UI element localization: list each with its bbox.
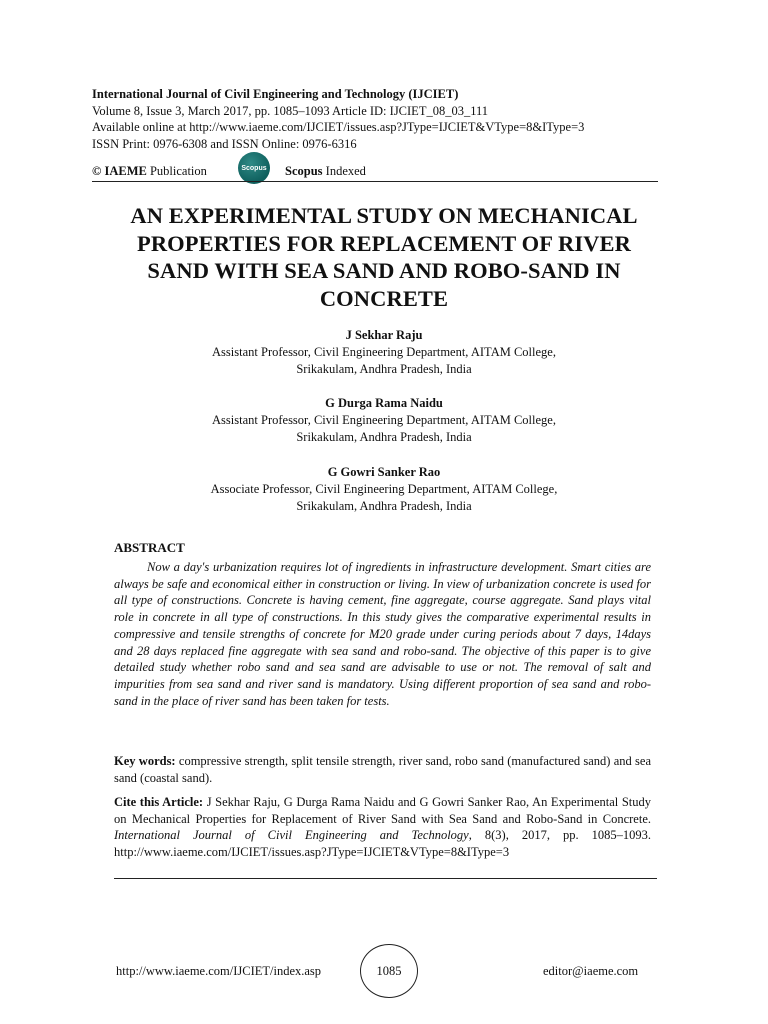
author-affiliation: Associate Professor, Civil Engineering Department, AITAM College, bbox=[210, 482, 558, 496]
author-affiliation: Assistant Professor, Civil Engineering Department, AITAM College, bbox=[212, 413, 556, 427]
title-line: PROPERTIES FOR REPLACEMENT OF RIVER bbox=[136, 230, 631, 256]
author-name: J Sekhar Raju bbox=[345, 328, 423, 342]
cite-url[interactable]: http://www.iaeme.com/IJCIET/issues.asp?JType=IJCIET&VType=8&IType=3 bbox=[114, 845, 510, 860]
publisher-name: IAEME bbox=[104, 164, 147, 178]
cite-label: Cite this Article: bbox=[114, 795, 204, 809]
scopus-badge-text: Scopus bbox=[241, 164, 267, 172]
cite-journal: International Journal of Civil Engineering and Technology bbox=[114, 828, 469, 843]
keywords-text: compressive strength, split tensile strength, river sand, robo sand (manufactured sand) and sea sand (coastal sand). bbox=[114, 754, 652, 785]
author-location: Srikakulam, Andhra Pradesh, India bbox=[296, 430, 472, 444]
page-number-circle bbox=[360, 944, 418, 998]
indexed-line bbox=[285, 164, 366, 179]
author-location: Srikakulam, Andhra Pradesh, India bbox=[296, 499, 472, 513]
availability-info[interactable]: Available online at http://www.iaeme.com/IJCIET/issues.asp?JType=IJCIET&VType=8&IType=3 bbox=[92, 120, 585, 134]
indexed-label: Indexed bbox=[325, 164, 366, 178]
author-block bbox=[92, 395, 676, 446]
footer-url-link[interactable]: http://www.iaeme.com/IJCIET/index.asp bbox=[116, 964, 322, 978]
copyright-symbol: © bbox=[92, 164, 102, 178]
author-location: Srikakulam, Andhra Pradesh, India bbox=[296, 362, 472, 376]
title-line: CONCRETE bbox=[319, 285, 449, 311]
author-block bbox=[92, 327, 676, 378]
author-affiliation: Assistant Professor, Civil Engineering Department, AITAM College, bbox=[212, 345, 556, 359]
header-divider bbox=[92, 181, 658, 182]
cite-text: J Sekhar Raju, G Durga Rama Naidu and G Gowri Sanker Rao, An Experimental Study on Mechanical Properties for Replacement of River Sand with Sea Sand and Robo-Sand in Concrete. bbox=[114, 795, 652, 826]
citation-section bbox=[114, 794, 651, 861]
keywords-label: Key words: bbox=[114, 754, 176, 768]
title-line: AN EXPERIMENTAL STUDY ON MECHANICAL bbox=[130, 203, 638, 228]
footer-email-link[interactable]: editor@iaeme.com bbox=[543, 964, 639, 978]
journal-header bbox=[92, 86, 662, 152]
citation-divider bbox=[114, 878, 657, 879]
volume-info: Volume 8, Issue 3, March 2017, pp. 1085–1093 Article ID: IJCIET_08_03_111 bbox=[92, 103, 489, 118]
issn-info: ISSN Print: 0976-6308 and ISSN Online: 0976-6316 bbox=[92, 136, 357, 151]
paper-title bbox=[60, 202, 708, 312]
journal-name: International Journal of Civil Engineering and Technology (IJCIET) bbox=[92, 87, 459, 101]
scopus-logo-icon bbox=[238, 152, 270, 184]
abstract-heading: ABSTRACT bbox=[114, 540, 185, 555]
cite-details: , 8(3), 2017, pp. 1085–1093. bbox=[468, 828, 652, 843]
abstract-body: Now a day's urbanization requires lot of ingredients in infrastructure development. Smart cities are always be safe and economical either in construction or living. In view of urbanization concrete is used for all type of constructions. Concrete is having cement, fine aggregate, course aggregate. Sand plays vital role in concrete in all type of constructions. In this study gives the comparative experimental results in compressive and tensile strengths of concrete for M20 grade under curing periods about 7 days, 14days and 28 days replaced fine aggregate with sea sand and robo-sand. The objective of this paper is to give detailed study whether robo sand and sea sand are advisable to use or not. The removal of salt and impurities from sea sand and river sand is mandatory. Using different proportion of sea sand and robo-sand in the place of river sand has been taken for tests. bbox=[114, 560, 651, 708]
author-name: G Gowri Sanker Rao bbox=[327, 465, 441, 479]
page-number: 1085 bbox=[376, 963, 402, 978]
scopus-label: Scopus bbox=[285, 164, 323, 178]
author-block bbox=[92, 464, 676, 515]
publisher-line bbox=[92, 164, 207, 179]
publication-row bbox=[92, 152, 657, 182]
title-line: SAND WITH SEA SAND AND ROBO-SAND IN bbox=[147, 258, 621, 283]
keywords-section bbox=[114, 753, 651, 786]
publication-label: Publication bbox=[149, 164, 207, 178]
author-name: G Durga Rama Naidu bbox=[325, 396, 443, 410]
